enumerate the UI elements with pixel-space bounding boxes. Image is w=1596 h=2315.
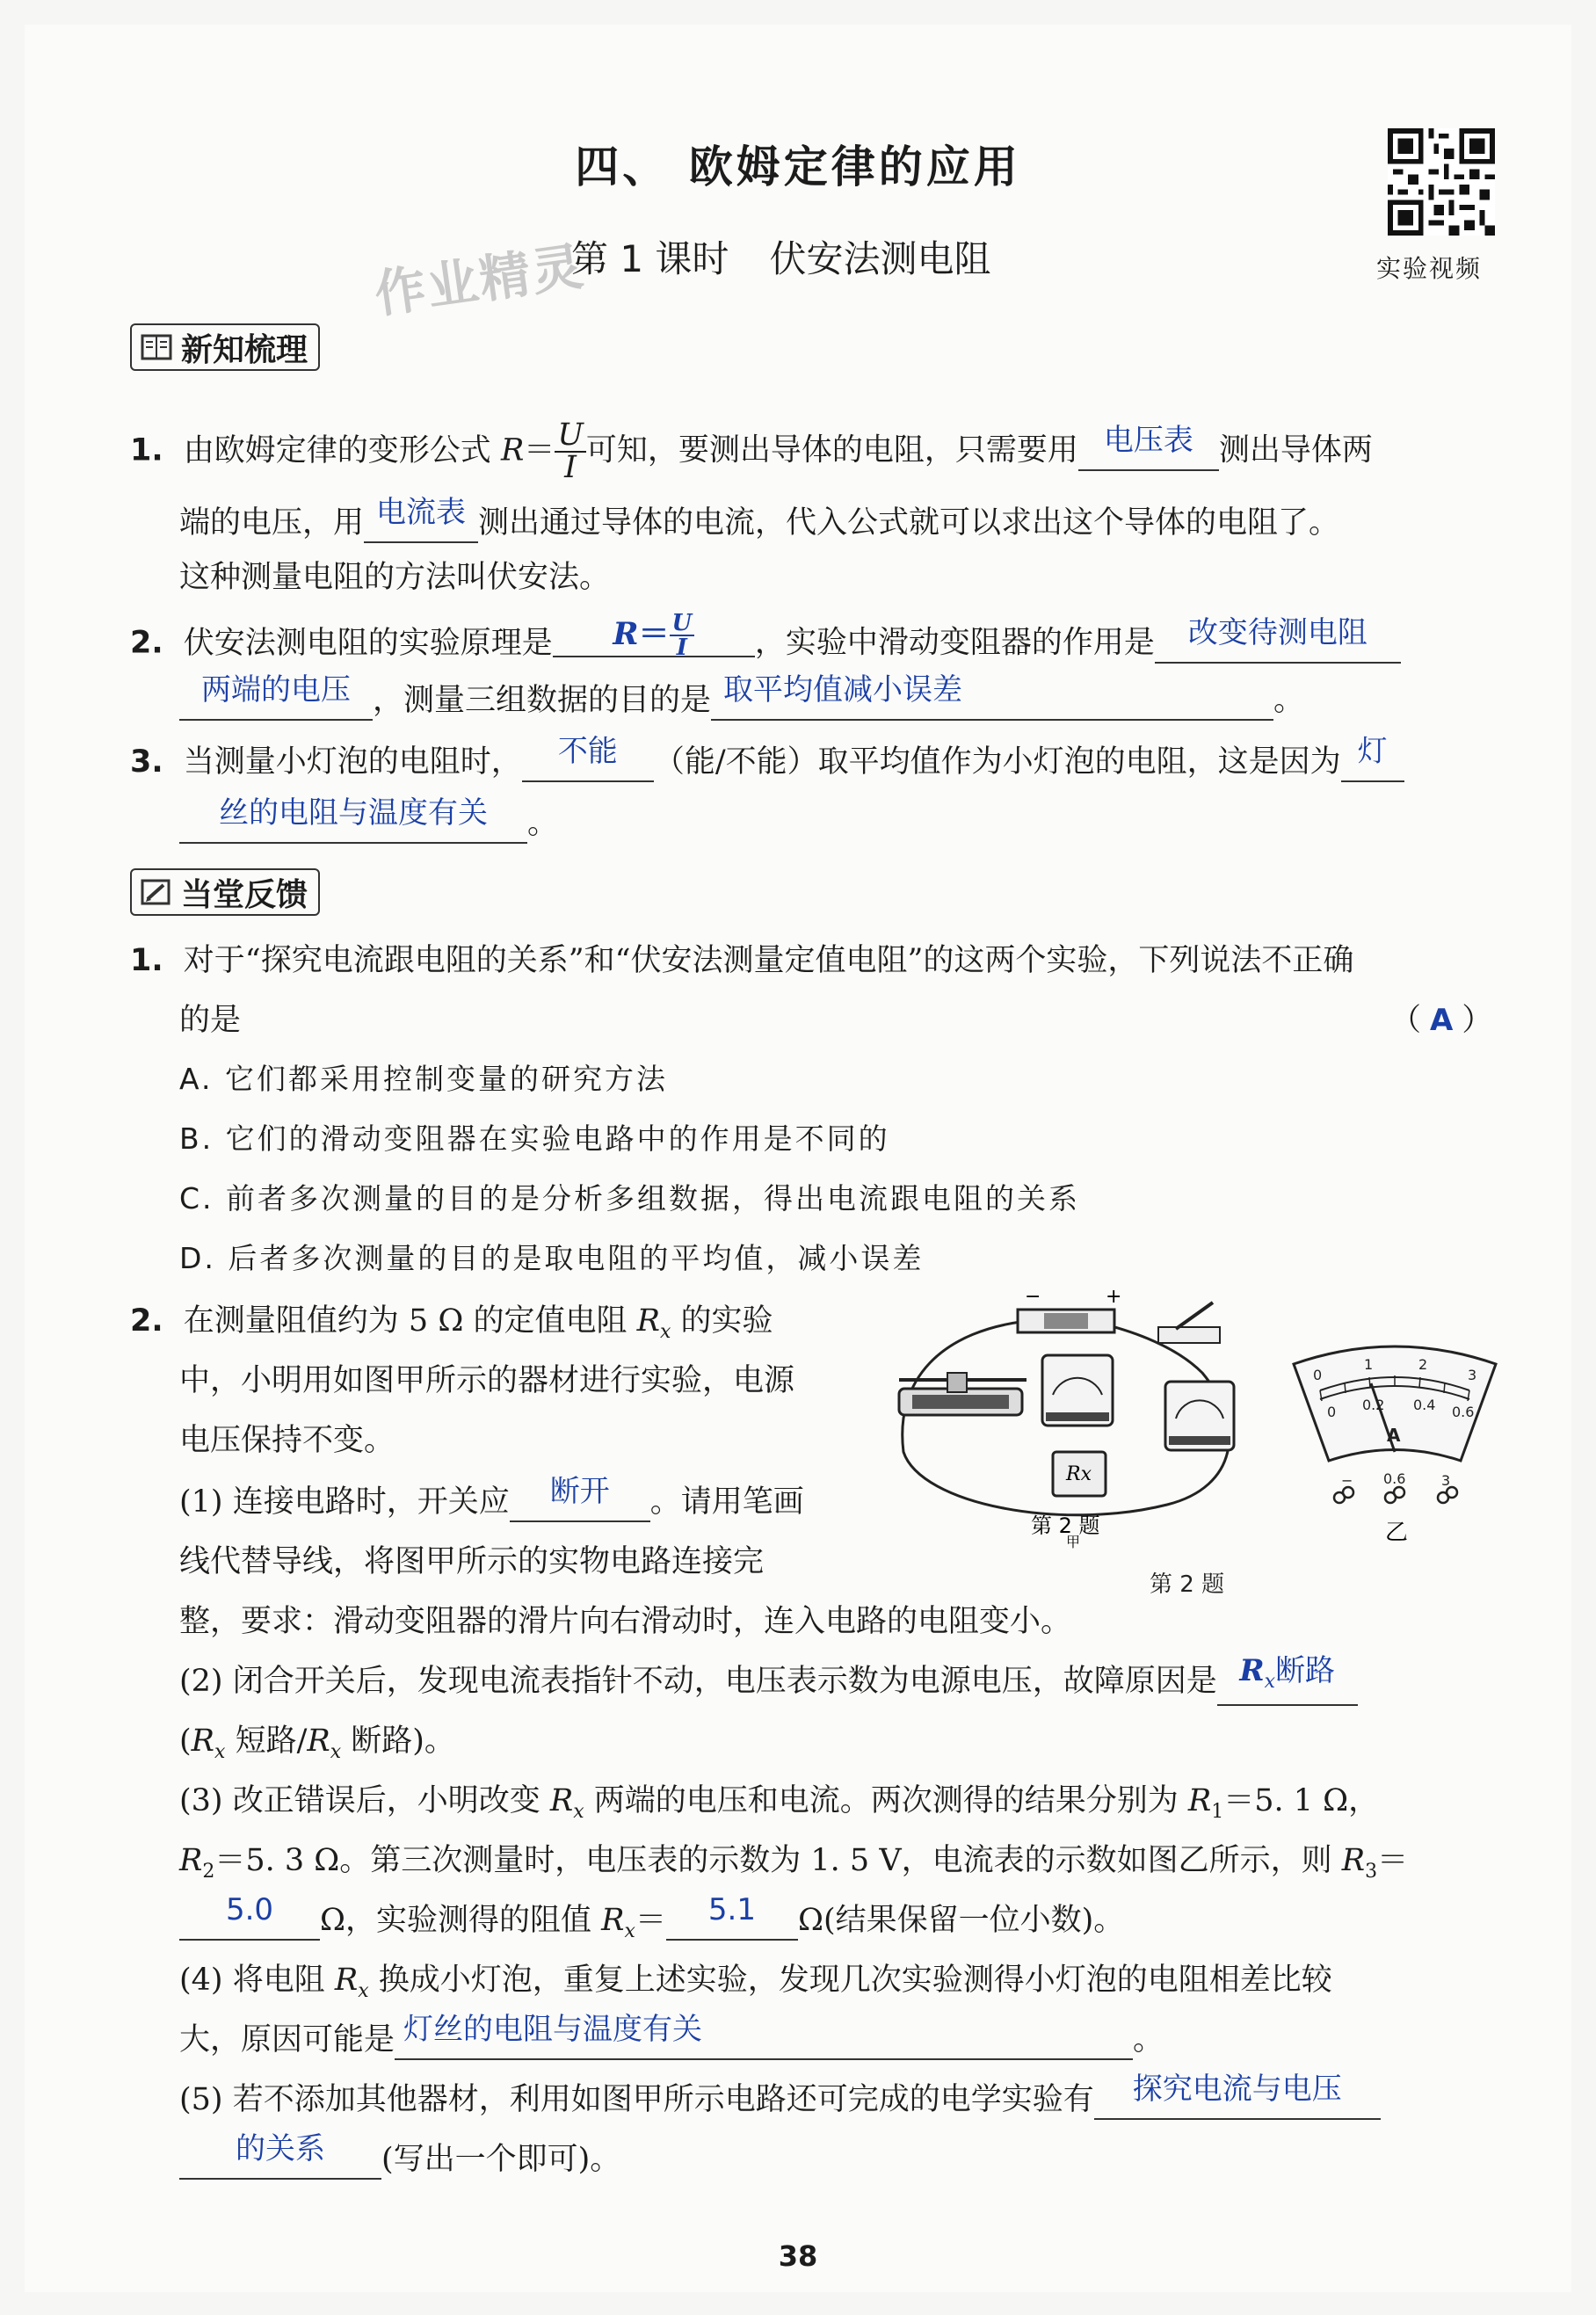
var-R: R — [613, 615, 639, 652]
section-heading-label: 新知梳理 — [181, 331, 308, 368]
answer: 改变待测电阻 — [1187, 614, 1367, 650]
text: 。 — [1273, 683, 1305, 718]
text: 端的电压，用 — [179, 505, 365, 541]
text: ＝5. 3 Ω。第三次测量时，电压表的示数为 1. 5 V，电流表的示数如图乙所示，则 — [214, 1843, 1342, 1878]
question-number: 3. — [130, 744, 163, 780]
text: (3) 改正错误后，小明改变 — [179, 1783, 550, 1818]
text: Ω(结果保留一位小数)。 — [797, 1903, 1125, 1938]
rheostat — [899, 1373, 1027, 1415]
ammeter — [1042, 1355, 1113, 1426]
text: ＝ — [524, 432, 555, 468]
pencil-note-icon — [141, 878, 172, 906]
answer: 5.1 — [707, 1892, 756, 1927]
denominator: I — [564, 450, 577, 485]
s2-q2-p2-line1 — [179, 1653, 1358, 1706]
answer — [613, 610, 694, 661]
text: 伏安法测电阻的实验原理是 — [183, 625, 553, 661]
var-R: R — [179, 1843, 203, 1878]
answer-blank[interactable] — [179, 672, 373, 721]
answer: 电流表 — [376, 495, 467, 530]
s2-q2-p1-line3: 整，要求：滑动变阻器的滑片向右滑动时，连入电路的电阻变小。 — [179, 1604, 1072, 1639]
formula-fraction — [555, 417, 586, 485]
var-R: R — [1239, 1653, 1265, 1688]
lesson-topic: 伏安法测电阻 — [769, 237, 991, 280]
var-R: R — [1341, 1843, 1366, 1878]
svg-text:0.6: 0.6 — [1383, 1470, 1406, 1487]
svg-text:A: A — [1387, 1425, 1401, 1446]
answer-blank[interactable] — [1155, 614, 1401, 664]
svg-text:−: − — [1025, 1286, 1041, 1308]
s2-q2-p3-line3 — [179, 1892, 1125, 1943]
answer: 灯丝的电阻与温度有关 — [403, 2012, 703, 2047]
option-d[interactable]: D. 后者多次测量的目的是取电阻的平均值，减小误差 — [179, 1241, 925, 1275]
s2-q2-p4-line2 — [179, 2012, 1164, 2060]
svg-text:0: 0 — [1313, 1367, 1323, 1383]
figure-jia-circuit — [886, 1285, 1255, 1549]
s2-q1-answer-parens — [1390, 1002, 1492, 1039]
svg-text:3: 3 — [1468, 1367, 1477, 1383]
s2-q2-p1-line2: 线代替导线，将图甲所示的实物电路连接完 — [179, 1544, 765, 1579]
text: (2) 闭合开关后，发现电流表指针不动，电压表示数为电源电压，故障原因是 — [179, 1664, 1217, 1699]
switch — [1158, 1303, 1220, 1343]
var-R: R — [191, 1724, 215, 1759]
text: 在测量阻值约为 5 Ω 的定值电阻 — [183, 1303, 637, 1339]
option-b[interactable]: B. 它们的滑动变阻器在实验电路中的作用是不同的 — [179, 1121, 890, 1156]
subscript: x — [659, 1321, 671, 1343]
denominator: I — [676, 635, 687, 661]
qr-code-icon[interactable] — [1385, 128, 1498, 236]
text: 当测量小灯泡的电阻时， — [183, 744, 522, 780]
answer-blank[interactable] — [179, 1892, 320, 1941]
s2-q1-line1 — [130, 942, 1353, 979]
svg-text:0.6: 0.6 — [1452, 1404, 1475, 1420]
text: 。 — [527, 806, 559, 841]
option-c[interactable]: C. 前者多次测量的目的是分析多组数据，得出电流跟电阻的关系 — [179, 1181, 1081, 1216]
svg-text:1: 1 — [1364, 1356, 1374, 1373]
question-number: 1. — [130, 432, 163, 468]
svg-text:−: − — [1341, 1472, 1353, 1489]
s2-q2-p5-line1 — [179, 2072, 1381, 2120]
s2-q2-p5-line2 — [179, 2131, 621, 2180]
text: 。 — [1133, 2022, 1164, 2057]
question-number: 1. — [130, 943, 163, 978]
answer-blank[interactable] — [553, 610, 755, 661]
page-number: 38 — [778, 2239, 818, 2273]
subscript: x — [1264, 1670, 1276, 1693]
text: （ — [1390, 1003, 1422, 1038]
text: ＝ — [638, 615, 670, 652]
answer: 取平均值减小误差 — [723, 672, 963, 708]
var-R: R — [601, 1903, 625, 1938]
answer-blank[interactable] — [395, 2012, 1133, 2060]
text: ＝ — [635, 1903, 666, 1938]
section-heading-feedback — [130, 868, 320, 916]
text: 测出通过导体的电流，代入公式就可以求出这个导体的电阻了。 — [478, 505, 1340, 541]
s2-q2-line1 — [130, 1303, 773, 1344]
subscript: x — [624, 1920, 635, 1942]
qr-code-label: 实验视频 — [1376, 254, 1483, 283]
numerator: U — [555, 420, 586, 453]
answer — [1239, 1653, 1336, 1693]
subscript: 3 — [1365, 1861, 1378, 1883]
text: 大，原因可能是 — [179, 2022, 395, 2057]
svg-text:+: + — [1106, 1286, 1122, 1308]
answer-blank[interactable] — [1217, 1653, 1358, 1706]
answer: 不能 — [557, 734, 618, 769]
numerator: U — [670, 612, 695, 636]
text: 测出导体两 — [1218, 432, 1373, 468]
text: 由欧姆定律的变形公式 — [183, 432, 501, 468]
var-R: R — [500, 432, 525, 468]
answer: 电压表 — [1103, 422, 1193, 458]
text: ） — [1462, 1003, 1493, 1038]
answer-blank[interactable] — [1341, 734, 1404, 782]
s1-q1-line1 — [130, 417, 1373, 485]
watermark: 作业精灵 — [371, 236, 589, 325]
s2-q1-line2: 的是 — [179, 1003, 242, 1038]
answer[interactable]: A — [1430, 1003, 1454, 1038]
svg-text:0.2: 0.2 — [1362, 1397, 1385, 1413]
svg-text:Rx: Rx — [1066, 1463, 1092, 1485]
answer-blank[interactable] — [364, 495, 478, 543]
svg-text:0: 0 — [1327, 1404, 1337, 1420]
answer-blank[interactable] — [522, 734, 654, 782]
text: 换成小灯泡，重复上述实验，发现几次实验测得小灯泡的电阻相差比较 — [368, 1963, 1332, 1998]
s2-q2-p3-line1 — [179, 1782, 1379, 1824]
answer: 灯 — [1357, 734, 1388, 769]
text: 断路 — [1275, 1653, 1336, 1688]
question-number: 2. — [130, 1303, 163, 1339]
lesson-number: 第 1 课时 — [571, 237, 729, 280]
answer: 的关系 — [236, 2131, 325, 2166]
s2-q2-p1-line1 — [179, 1474, 804, 1522]
text: 短路/ — [225, 1724, 308, 1759]
text: ＝ — [1377, 1843, 1409, 1878]
var-R: R — [636, 1303, 660, 1339]
svg-text:2: 2 — [1418, 1356, 1428, 1373]
text: 对于“探究电流跟电阻的关系”和“伏安法测量定值电阻”的这两个实验，下列说法不正确 — [183, 943, 1354, 978]
text: (5) 若不添加其他器材，利用如图甲所示电路还可完成的电学实验有 — [179, 2082, 1094, 2117]
var-R: R — [1187, 1783, 1212, 1818]
book-icon — [141, 333, 172, 361]
text: Ω，实验测得的阻值 — [320, 1903, 602, 1938]
var-R: R — [307, 1724, 330, 1759]
text: 的实验 — [671, 1303, 773, 1339]
s1-q3-line2 — [179, 795, 559, 844]
answer-blank[interactable] — [179, 2131, 381, 2180]
figure-yi-label: 乙 — [1385, 1520, 1409, 1546]
text: (1) 连接电路时，开关应 — [179, 1484, 510, 1520]
voltmeter — [1165, 1382, 1234, 1450]
text: ，测量三组数据的目的是 — [373, 683, 712, 718]
s1-q1-line2 — [179, 495, 1340, 543]
section-heading-label: 当堂反馈 — [181, 876, 308, 913]
answer-blank[interactable] — [711, 672, 1273, 721]
figure-caption: 第 2 题 — [1150, 1571, 1225, 1598]
subscript: 1 — [1211, 1801, 1224, 1823]
var-R: R — [549, 1783, 574, 1818]
subscript: x — [358, 1980, 369, 2002]
answer-blank[interactable] — [510, 1474, 650, 1522]
battery — [1018, 1286, 1121, 1332]
s2-q2-line2: 中，小明用如图甲所示的器材进行实验，电源 — [179, 1363, 795, 1398]
text: 。请用笔画 — [649, 1484, 804, 1520]
subscript: x — [573, 1801, 584, 1823]
answer-blank[interactable] — [179, 795, 527, 844]
s2-q2-p4-line1 — [179, 1962, 1332, 2003]
answer: 断开 — [549, 1474, 610, 1509]
figure-yi-ammeter-dial — [1285, 1329, 1505, 1549]
figure-jia-sub: 甲 — [1066, 1534, 1081, 1549]
formula-fraction — [670, 612, 695, 659]
subscript: x — [214, 1741, 226, 1763]
option-a[interactable]: A. 它们都采用控制变量的研究方法 — [179, 1062, 668, 1096]
text: 断路)。 — [341, 1724, 455, 1759]
text: （能/不能）取平均值作为小灯泡的电阻，这是因为 — [653, 744, 1341, 780]
text: 两端的电压和电流。两次测得的结果分别为 — [584, 1783, 1188, 1818]
s2-q2-p2-line2 — [179, 1723, 455, 1764]
subscript: 2 — [202, 1861, 215, 1883]
question-number: 2. — [130, 625, 163, 661]
s1-q2-line2 — [179, 672, 1305, 721]
s1-q1-line3: 这种测量电阻的方法叫伏安法。 — [179, 560, 611, 595]
svg-text:0.4: 0.4 — [1413, 1397, 1436, 1413]
s1-q2-line1 — [130, 610, 1401, 664]
answer-blank[interactable] — [1078, 422, 1219, 471]
text: 可知，要测出导体的电阻，只需要用 — [585, 432, 1078, 468]
answer-blank[interactable] — [666, 1892, 798, 1941]
answer: 丝的电阻与温度有关 — [219, 795, 488, 831]
answer-blank[interactable] — [1094, 2072, 1381, 2120]
resistor-rx — [1053, 1452, 1106, 1496]
page-title: 四、 欧姆定律的应用 — [575, 141, 1021, 192]
text: ＝5. 1 Ω， — [1223, 1783, 1380, 1818]
text: (写出一个即可)。 — [381, 2142, 621, 2177]
answer: 5.0 — [225, 1892, 274, 1927]
figure-jia-label: 第 2 题 — [1031, 1513, 1100, 1538]
svg-text:3: 3 — [1441, 1472, 1451, 1489]
var-R: R — [334, 1963, 359, 1998]
subscript: x — [330, 1741, 342, 1763]
s1-q3-line1 — [130, 734, 1404, 782]
section-heading-new-knowledge — [130, 323, 320, 371]
text: ，实验中滑动变阻器的作用是 — [754, 625, 1155, 661]
answer: 探究电流与电压 — [1132, 2072, 1342, 2107]
text: (4) 将电阻 — [179, 1963, 335, 1998]
answer: 两端的电压 — [201, 672, 351, 708]
s2-q2-line3: 电压保持不变。 — [179, 1423, 395, 1458]
s2-q2-p3-line2 — [179, 1842, 1408, 1883]
text: ( — [179, 1724, 192, 1759]
lesson-subtitle — [571, 230, 990, 283]
